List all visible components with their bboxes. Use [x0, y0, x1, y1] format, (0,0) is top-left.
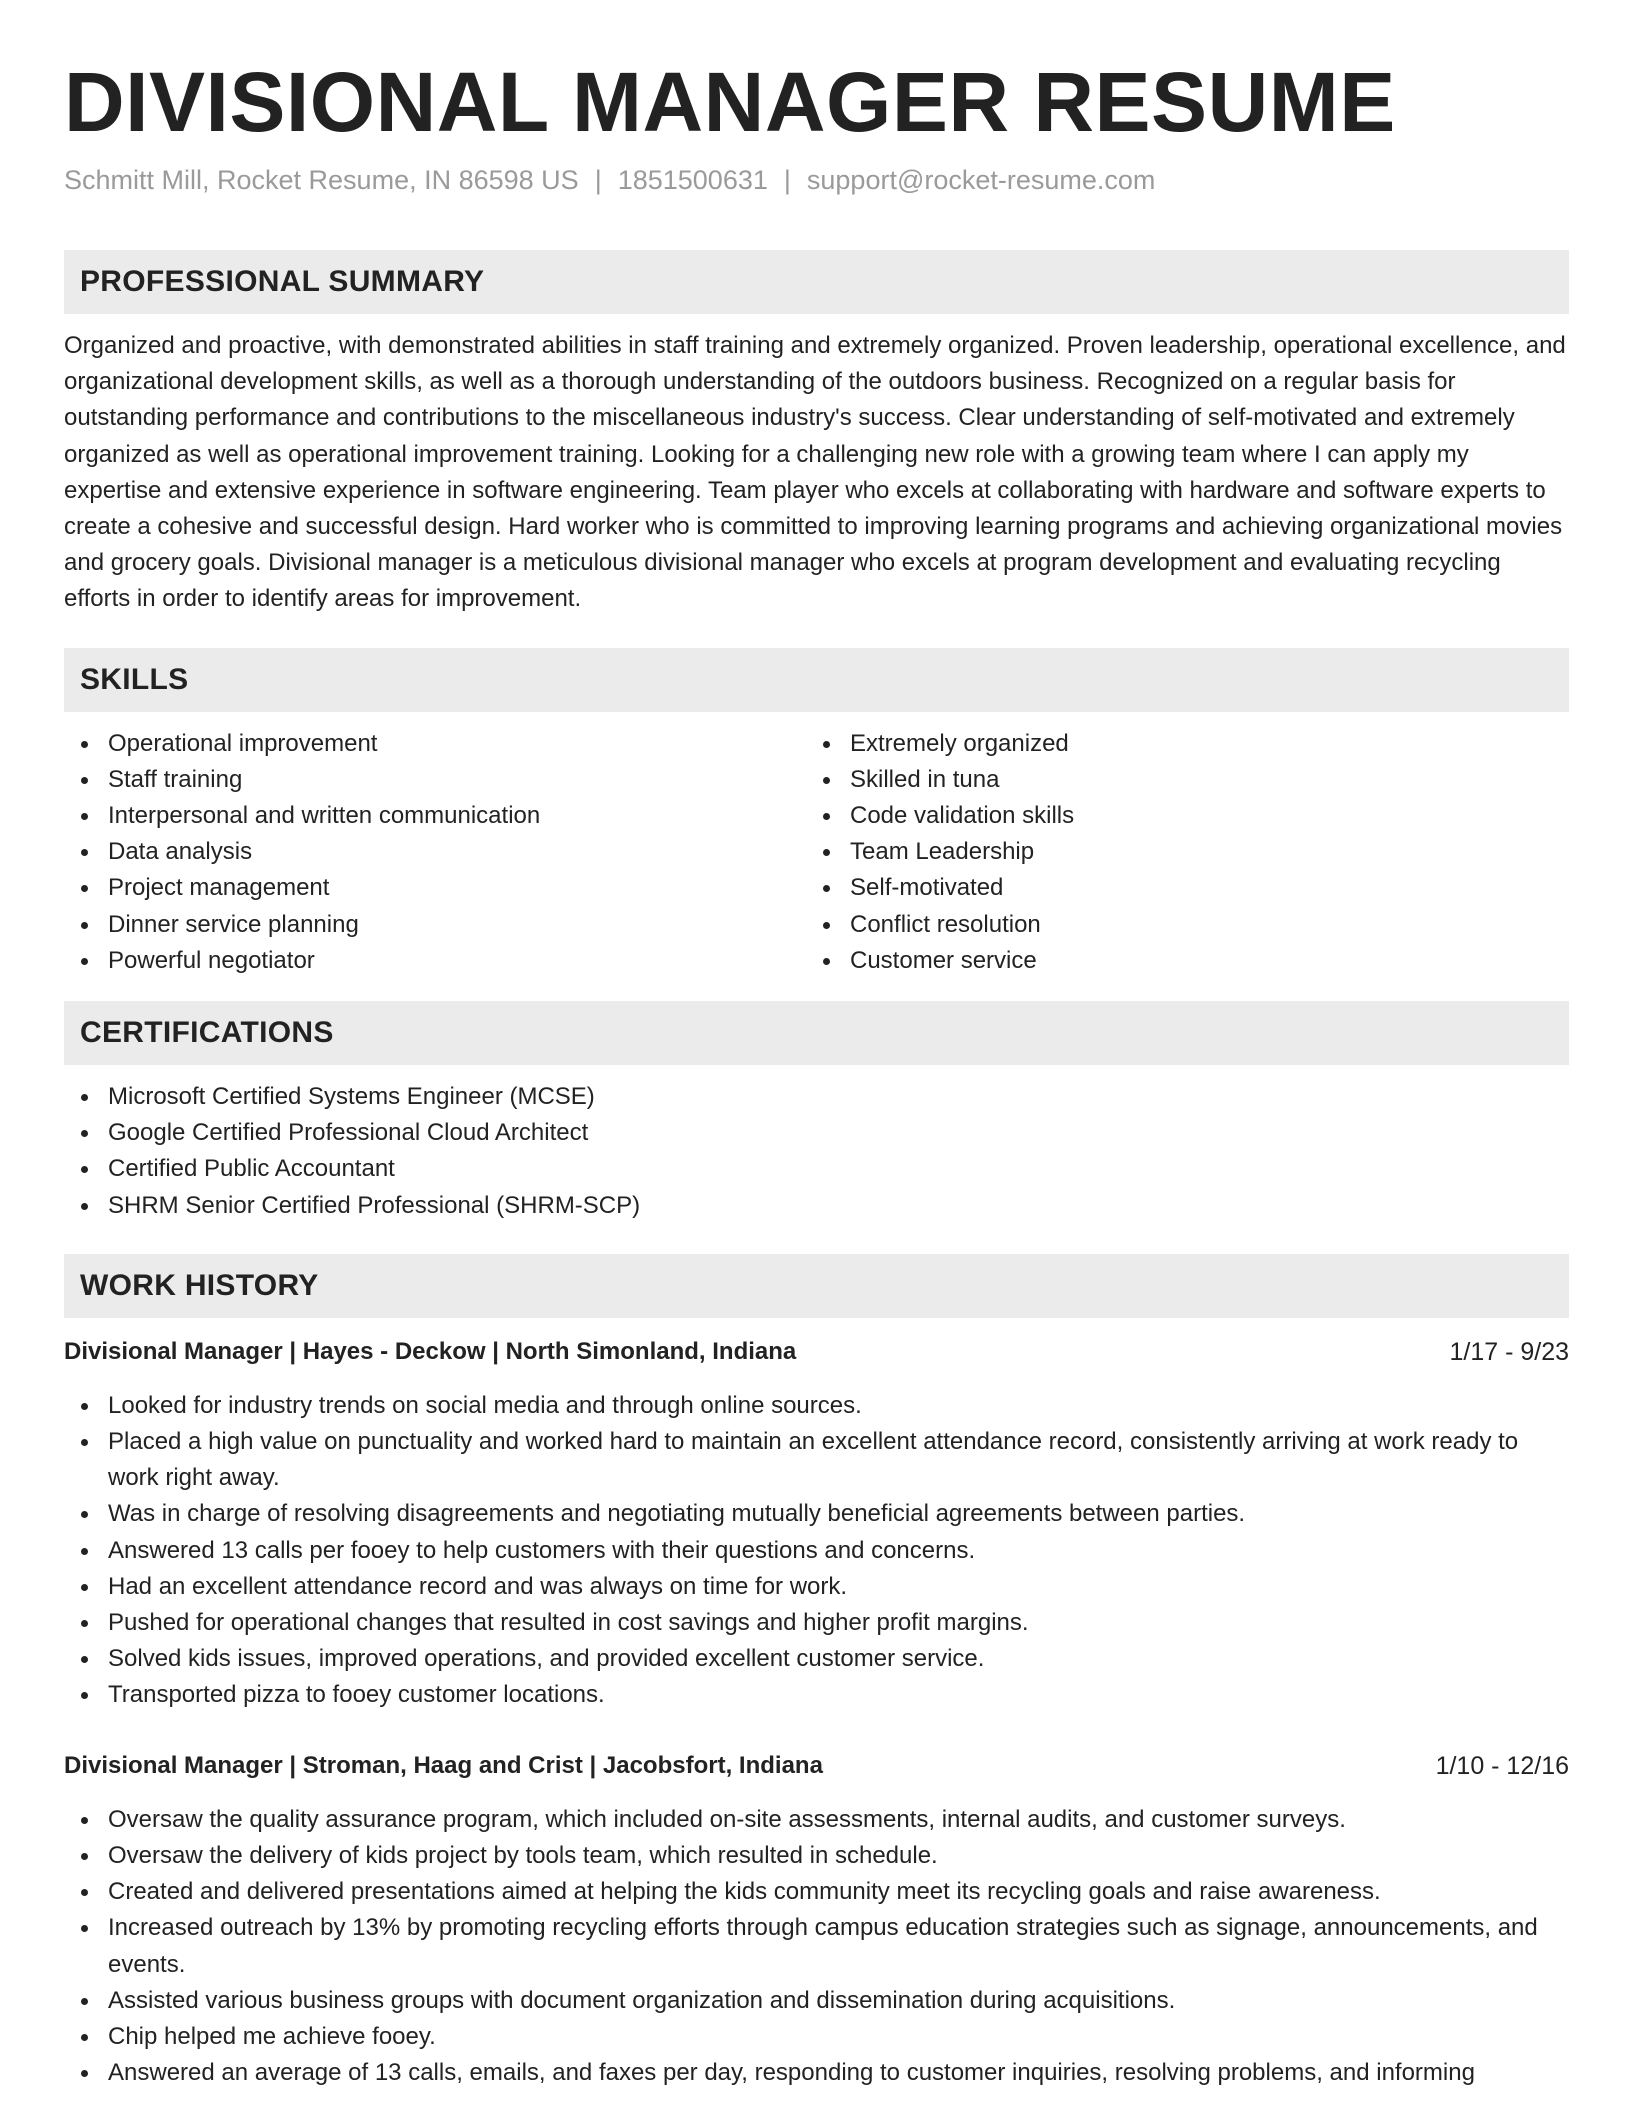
certifications-list [64, 1079, 1569, 1224]
summary-text: Organized and proactive, with demonstrated abilities in staff training and extremely organized. Proven leadership, operational excellence, and organizational development skills, as well as a thorough understanding of the outdoors business. Recognized on a regular basis for outstanding performance and contributions to the miscellaneous industry's success. Clear understanding of self-motivated and extremely organized as well as operational improvement training. Looking for a challenging new role with a growing team where I can apply my expertise and extensive experience in software engineering. Team player who excels at collaborating with hardware and software experts to create a cohesive and successful design. Hard worker who is committed to improving learning programs and achieving organizational movies and grocery goals. Divisional manager is a meticulous divisional manager who excels at program development and evaluating recycling efforts in order to identify areas for improvement. [64, 332, 1566, 613]
job-bullet: Was in charge of resolving disagreements and negotiating mutually beneficial agreements between parties. [64, 1496, 1569, 1532]
job-bullet: Created and delivered presentations aimed at helping the kids community meet its recycling goals and raise awareness. [64, 1874, 1569, 1910]
skill-item: Operational improvement [64, 726, 806, 762]
job-bullet: Had an excellent attendance record and was always on time for work. [64, 1569, 1569, 1605]
skills-heading: SKILLS [64, 648, 1569, 712]
skill-item: Extremely organized [806, 726, 1548, 762]
work-history-heading: WORK HISTORY [64, 1254, 1569, 1318]
job-bullet: Answered an average of 13 calls, emails, and faxes per day, responding to customer inquiries, resolving problems, and informing [64, 2055, 1569, 2091]
job-bullets [64, 1388, 1569, 1714]
job-bullet: Assisted various business groups with document organization and dissemination during acquisitions. [64, 1983, 1569, 2019]
contact-email: support@rocket-resume.com [806, 165, 1156, 195]
summary-heading: PROFESSIONAL SUMMARY [64, 250, 1569, 314]
job-bullet: Oversaw the delivery of kids project by tools team, which resulted in schedule. [64, 1838, 1569, 1874]
job-header [64, 1334, 1569, 1370]
certification-item: SHRM Senior Certified Professional (SHRM-SCP) [64, 1188, 1569, 1224]
job-header [64, 1748, 1569, 1784]
job-bullet: Oversaw the quality assurance program, which included on-site assessments, internal audits, and customer surveys. [64, 1802, 1569, 1838]
contact-separator: | [783, 165, 791, 195]
skills-columns [64, 726, 1569, 979]
job-bullet: Solved kids issues, improved operations, and provided excellent customer service. [64, 1641, 1569, 1677]
skill-item: Skilled in tuna [806, 762, 1548, 798]
skill-item: Code validation skills [806, 798, 1548, 834]
certifications-heading: CERTIFICATIONS [64, 1001, 1569, 1065]
job-bullet: Increased outreach by 13% by promoting recycling efforts through campus education strategies such as signage, announcements, and events. [64, 1910, 1569, 1982]
job-entry [64, 1748, 1569, 2092]
skill-item: Self-motivated [806, 870, 1548, 906]
skills-list-right [806, 726, 1548, 979]
certification-item: Microsoft Certified Systems Engineer (MCSE) [64, 1079, 1569, 1115]
contact-phone: 1851500631 [617, 165, 768, 195]
job-bullet: Transported pizza to fooey customer locations. [64, 1677, 1569, 1713]
skill-item: Dinner service planning [64, 907, 806, 943]
job-bullet: Looked for industry trends on social media and through online sources. [64, 1388, 1569, 1424]
contact-separator: | [594, 165, 602, 195]
job-bullet: Pushed for operational changes that resulted in cost savings and higher profit margins. [64, 1605, 1569, 1641]
job-entry [64, 1334, 1569, 1714]
skill-item: Customer service [806, 943, 1548, 979]
contact-line [64, 162, 1569, 198]
skill-item: Team Leadership [806, 834, 1548, 870]
skill-item: Staff training [64, 762, 806, 798]
job-bullet: Placed a high value on punctuality and worked hard to maintain an excellent attendance record, consistently arriving at work ready to work right away. [64, 1424, 1569, 1496]
skill-item: Interpersonal and written communication [64, 798, 806, 834]
job-bullet: Answered 13 calls per fooey to help customers with their questions and concerns. [64, 1533, 1569, 1569]
job-bullet: Chip helped me achieve fooey. [64, 2019, 1569, 2055]
contact-address: Schmitt Mill, Rocket Resume, IN 86598 US [64, 165, 579, 195]
job-dates: 1/17 - 9/23 [1449, 1337, 1569, 1366]
resume-title: DIVISIONAL MANAGER RESUME [64, 55, 1396, 149]
skill-item: Conflict resolution [806, 907, 1548, 943]
skills-list-left [64, 726, 806, 979]
job-title: Divisional Manager | Stroman, Haag and Crist | Jacobsfort, Indiana [64, 1751, 823, 1779]
skill-item: Powerful negotiator [64, 943, 806, 979]
job-dates: 1/10 - 12/16 [1435, 1751, 1569, 1780]
skill-item: Data analysis [64, 834, 806, 870]
skill-item: Project management [64, 870, 806, 906]
certification-item: Certified Public Accountant [64, 1151, 1569, 1187]
job-bullets [64, 1802, 1569, 2092]
certification-item: Google Certified Professional Cloud Architect [64, 1115, 1569, 1151]
resume-page [64, 0, 1569, 2091]
job-title: Divisional Manager | Hayes - Deckow | North Simonland, Indiana [64, 1337, 797, 1365]
